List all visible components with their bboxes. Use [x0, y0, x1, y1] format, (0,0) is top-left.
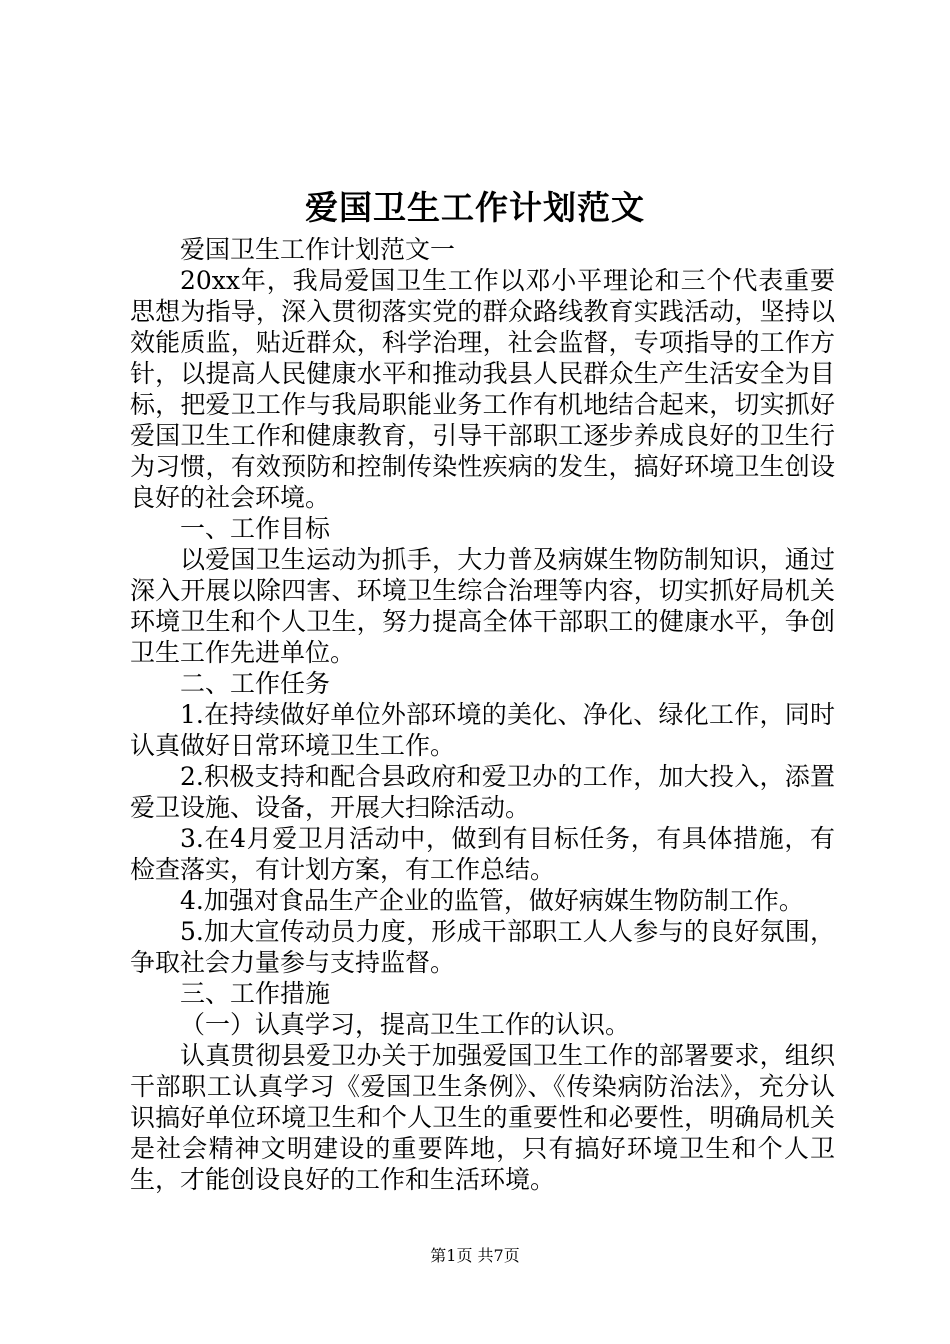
paragraph: 认真贯彻县爱卫办关于加强爱国卫生工作的部署要求，组织干部职工认真学习《爱国卫生条例》、《传染病防治法》，充分认识搞好单位环境卫生和个人卫生的重要性和必要性，明确局机关是社会精神文明建设的重要阵地，只有搞好环境卫生和个人卫生，才能创设良好的工作和生活环境。: [130, 1041, 835, 1194]
subsection-heading: （一）认真学习，提高卫生工作的认识。: [180, 1010, 631, 1039]
paragraph: 20xx年，我局爱国卫生工作以邓小平理论和三个代表重要思想为指导，深入贯彻落实党的群众路线教育实践活动，坚持以效能质监，贴近群众，科学治理，社会监督，专项指导的工作方针，以提高人民健康水平和推动我县人民群众生产生活安全为目标，把爱卫工作与我局职能业务工作有机地结合起来，切实抓好爱国卫生工作和健康教育，引导干部职工逐步养成良好的卫生行为习惯，有效预防和控制传染性疾病的发生，搞好环境卫生创设良好的社会环境。: [130, 266, 835, 512]
list-item: 1.在持续做好单位外部环境的美化、净化、绿化工作，同时认真做好日常环境卫生工作。: [130, 700, 835, 760]
section-heading: 一、工作目标: [180, 514, 331, 543]
page-footer: 第1页 共7页: [430, 1246, 520, 1265]
section-heading: 三、工作措施: [180, 979, 331, 1008]
list-item: 4.加强对食品生产企业的监管，做好病媒生物防制工作。: [180, 886, 804, 915]
section-heading: 二、工作任务: [180, 669, 331, 698]
list-item: 2.积极支持和配合县政府和爱卫办的工作，加大投入，添置爱卫设施、设备，开展大扫除活动。: [130, 762, 835, 822]
document-title: 爱国卫生工作计划范文: [305, 188, 645, 227]
list-item: 5.加大宣传动员力度，形成干部职工人人参与的良好氛围，争取社会力量参与支持监督。: [130, 917, 835, 977]
document-body: [130, 234, 835, 1195]
paragraph: 以爱国卫生运动为抓手，大力普及病媒生物防制知识，通过深入开展以除四害、环境卫生综合治理等内容，切实抓好局机关环境卫生和个人卫生，努力提高全体干部职工的健康水平，争创卫生工作先进单位。: [130, 545, 835, 667]
list-item: 3.在4月爱卫月活动中，做到有目标任务，有具体措施，有检查落实，有计划方案，有工作总结。: [130, 824, 835, 884]
section-heading: 爱国卫生工作计划范文一: [180, 235, 456, 264]
